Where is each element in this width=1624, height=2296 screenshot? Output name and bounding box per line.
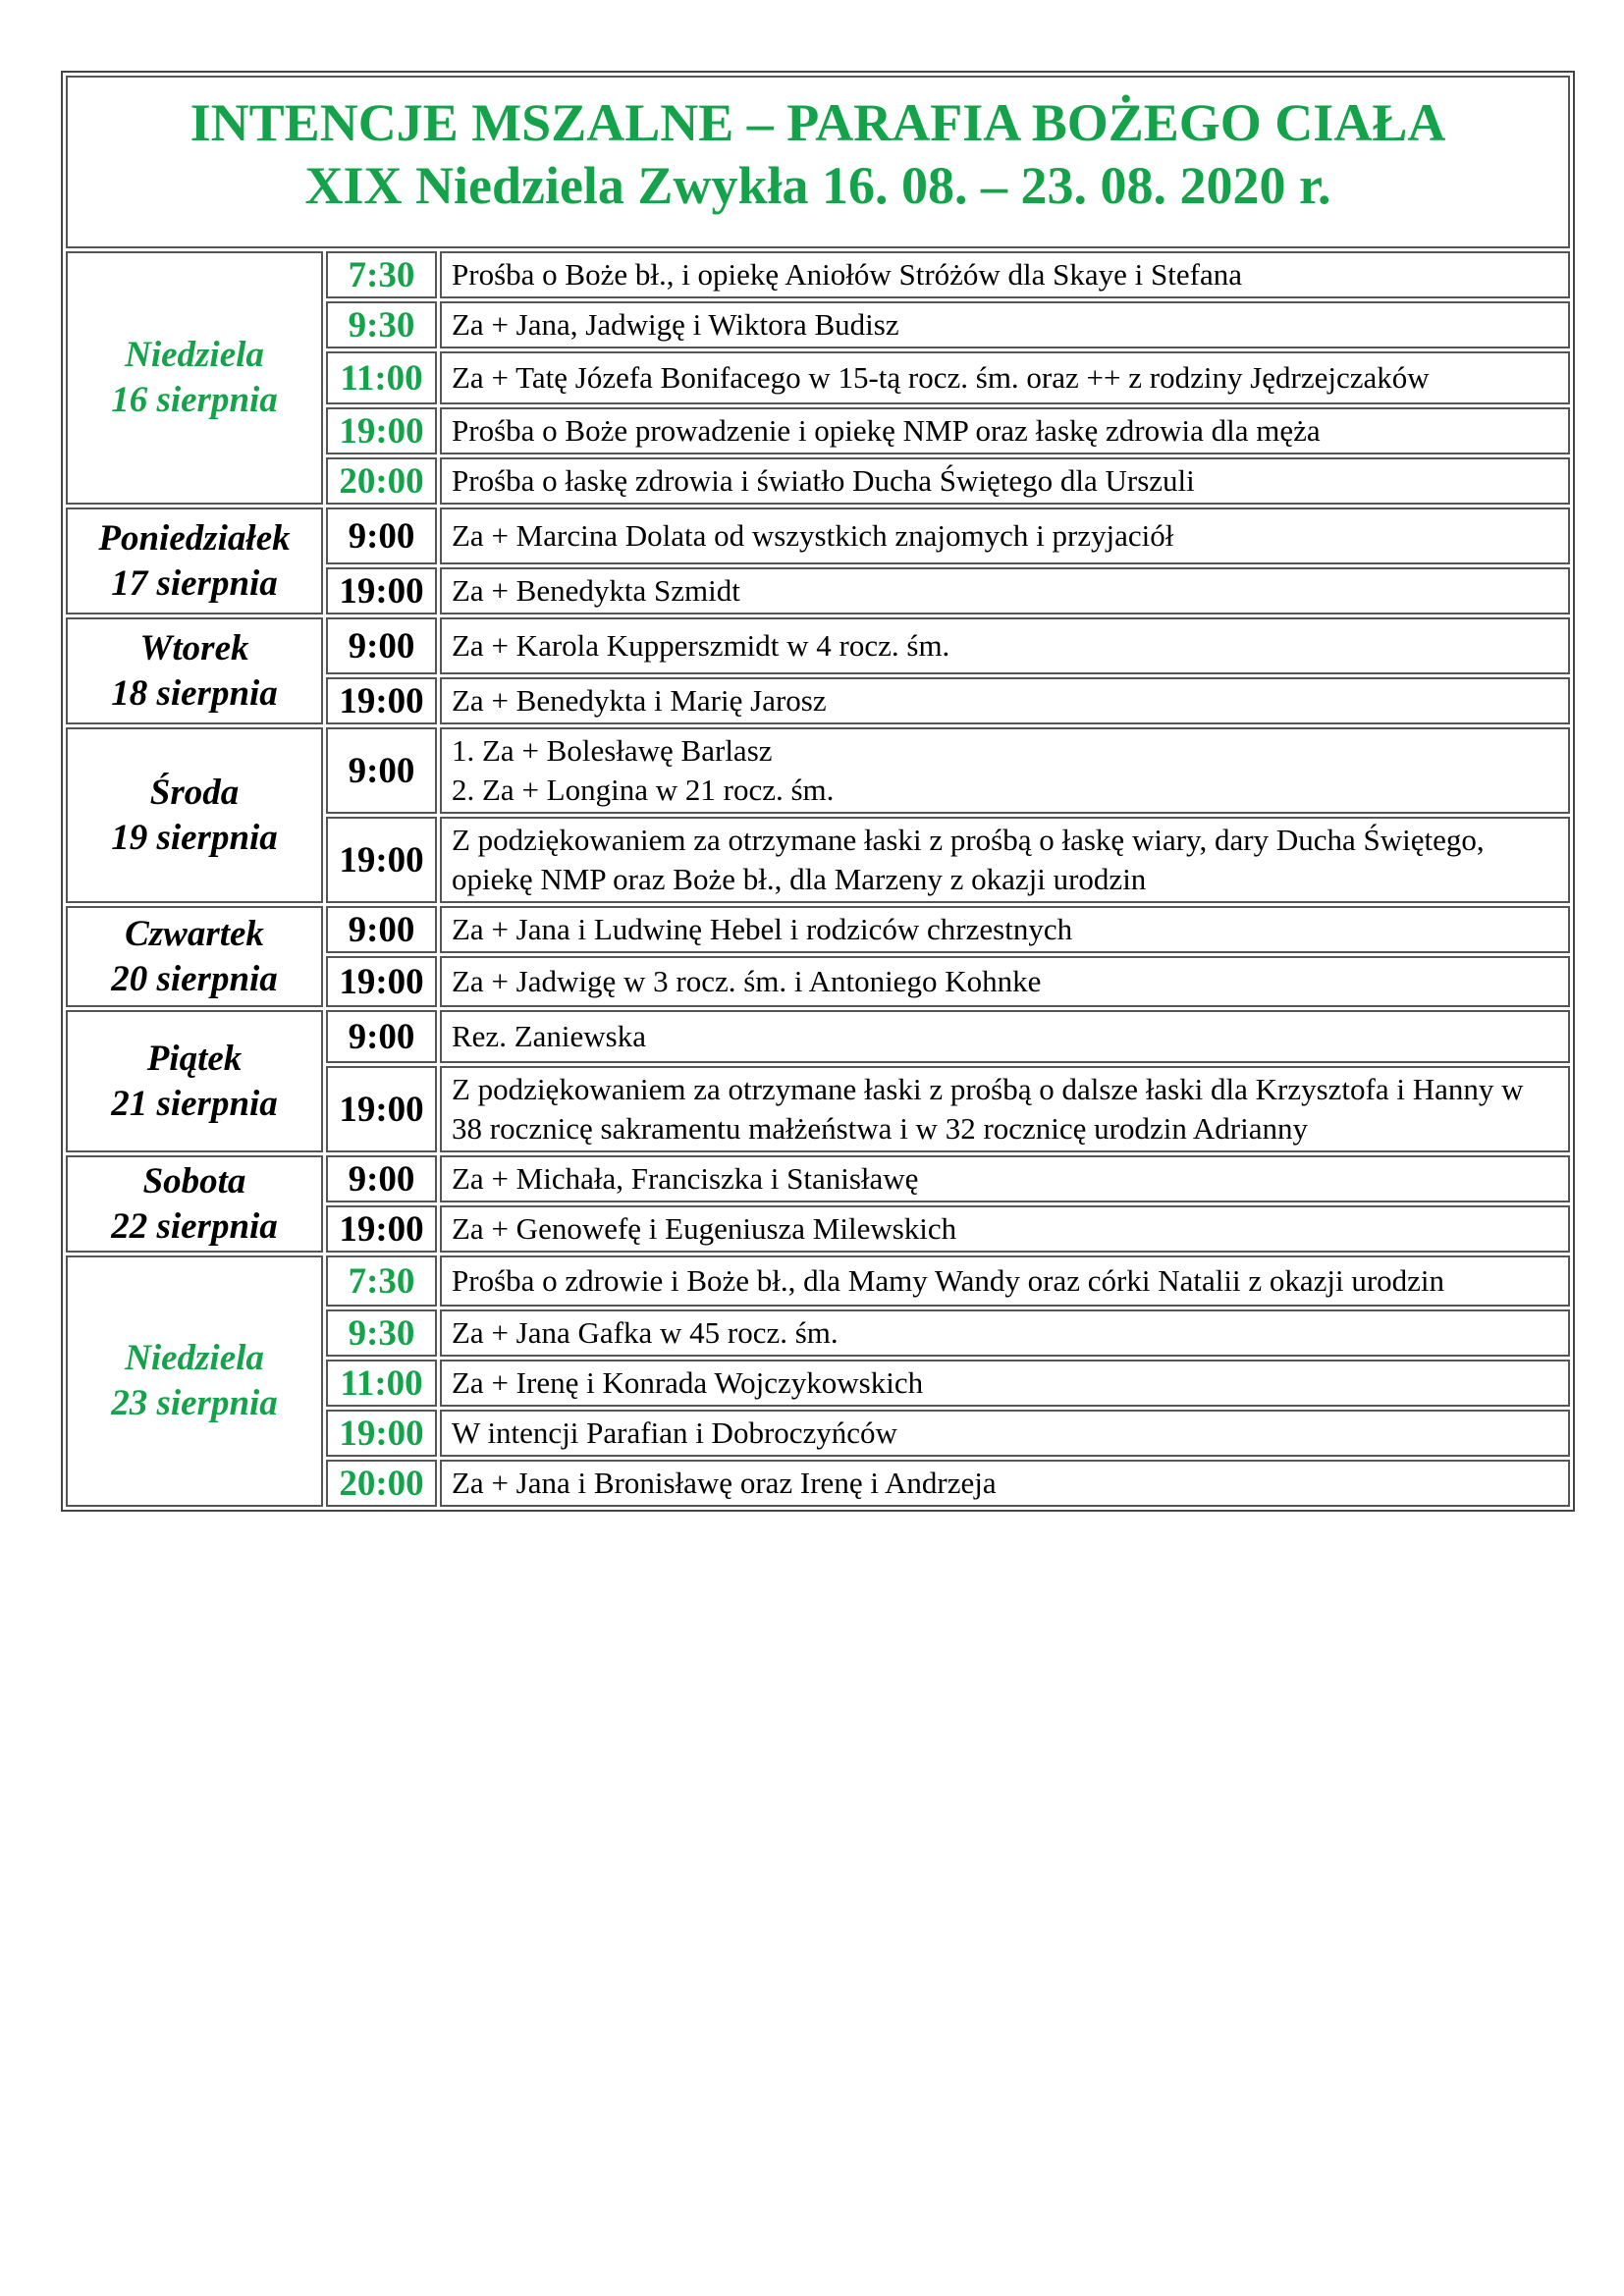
intention-row — [66, 727, 1570, 814]
intention-text: Za + Michała, Franciszka i Stanisławę — [440, 1155, 1570, 1202]
mass-time: 9:00 — [326, 1010, 437, 1063]
intention-row — [66, 617, 1570, 674]
day-name: Poniedziałek — [98, 517, 291, 559]
day-date: 19 sierpnia — [111, 817, 278, 858]
day-date: 23 sierpnia — [111, 1383, 278, 1423]
day-name: Niedziela — [125, 1338, 264, 1378]
intention-text: Za + Benedykta Szmidt — [440, 567, 1570, 614]
mass-time: 19:00 — [326, 1410, 437, 1457]
intention-text: Z podziękowaniem za otrzymane łaski z prośbą o dalsze łaski dla Krzysztofa i Hanny w 38 rocznicę sakramentu małżeństwa i w 32 rocznicę urodzin Adrianny — [440, 1066, 1570, 1152]
day-name: Piątek — [146, 1038, 243, 1079]
intention-text: 1. Za + Bolesławę Barlasz 2. Za + Longina w 21 rocz. śm. — [440, 727, 1570, 814]
day-date: 22 sierpnia — [111, 1205, 278, 1247]
mass-time: 9:30 — [326, 301, 437, 348]
mass-time: 19:00 — [326, 407, 437, 454]
intention-text: Za + Irenę i Konrada Wojczykowskich — [440, 1360, 1570, 1407]
day-cell — [66, 1155, 323, 1253]
intention-row — [66, 251, 1570, 298]
intention-row — [66, 507, 1570, 564]
mass-intentions-sheet — [61, 71, 1575, 1512]
intention-text: Za + Jadwigę w 3 rocz. śm. i Antoniego Kohnke — [440, 956, 1570, 1007]
mass-time: 7:30 — [326, 251, 437, 298]
intention-row — [66, 1010, 1570, 1063]
day-name: Środa — [149, 772, 240, 813]
mass-time: 9:00 — [326, 1155, 437, 1202]
intention-text: Za + Jana, Jadwigę i Wiktora Budisz — [440, 301, 1570, 348]
title-line-2: XIX Niedziela Zwykła 16. 08. – 23. 08. 2020 r. — [304, 156, 1331, 215]
mass-time: 19:00 — [326, 677, 437, 724]
day-cell — [66, 906, 323, 1007]
day-date: 18 sierpnia — [111, 672, 278, 714]
intention-text: Za + Jana i Bronisławę oraz Irenę i Andrzeja — [440, 1460, 1570, 1507]
mass-time: 19:00 — [326, 1066, 437, 1152]
day-cell — [66, 617, 323, 724]
day-date: 16 sierpnia — [111, 380, 278, 420]
day-name: Sobota — [142, 1160, 246, 1201]
intention-text: Za + Karola Kupperszmidt w 4 rocz. śm. — [440, 617, 1570, 674]
intention-text: Prośba o łaskę zdrowia i światło Ducha Świętego dla Urszuli — [440, 457, 1570, 505]
mass-time: 7:30 — [326, 1255, 437, 1307]
day-date: 17 sierpnia — [111, 562, 278, 604]
intention-text: Prośba o Boże prowadzenie i opiekę NMP oraz łaskę zdrowia dla męża — [440, 407, 1570, 454]
mass-time: 9:00 — [326, 906, 437, 953]
day-cell — [66, 507, 323, 614]
intention-text: Za + Marcina Dolata od wszystkich znajomych i przyjaciół — [440, 507, 1570, 564]
intention-text: Prośba o Boże bł., i opiekę Aniołów Stróżów dla Skaye i Stefana — [440, 251, 1570, 298]
intentions-table — [61, 71, 1575, 1512]
day-name: Czwartek — [125, 913, 264, 954]
intention-text: Z podziękowaniem za otrzymane łaski z prośbą o łaskę wiary, dary Ducha Świętego, opiekę NMP oraz Boże bł., dla Marzeny z okazji urodzin — [440, 817, 1570, 903]
day-date: 20 sierpnia — [111, 958, 278, 999]
intention-text: Za + Benedykta i Marię Jarosz — [440, 677, 1570, 724]
mass-time: 19:00 — [326, 817, 437, 903]
mass-time: 19:00 — [326, 567, 437, 614]
intention-text: Rez. Zaniewska — [440, 1010, 1570, 1063]
mass-time: 19:00 — [326, 1205, 437, 1253]
intention-row — [66, 906, 1570, 953]
intention-row — [66, 1255, 1570, 1307]
mass-time: 9:00 — [326, 507, 437, 564]
mass-time: 9:00 — [326, 727, 437, 814]
mass-time: 20:00 — [326, 457, 437, 505]
title-line-1: INTENCJE MSZALNE – PARAFIA BOŻEGO CIAŁA — [189, 93, 1446, 152]
mass-time: 19:00 — [326, 956, 437, 1007]
intention-text: Za + Genowefę i Eugeniusza Milewskich — [440, 1205, 1570, 1253]
day-name: Wtorek — [139, 627, 249, 668]
day-cell — [66, 1010, 323, 1152]
mass-time: 11:00 — [326, 351, 437, 404]
day-name: Niedziela — [125, 335, 264, 375]
mass-time: 11:00 — [326, 1360, 437, 1407]
intention-text: W intencji Parafian i Dobroczyńców — [440, 1410, 1570, 1457]
mass-time: 9:30 — [326, 1309, 437, 1357]
intention-text: Za + Tatę Józefa Bonifacego w 15-tą rocz. śm. oraz ++ z rodziny Jędrzejczaków — [440, 351, 1570, 404]
intention-row — [66, 1155, 1570, 1202]
page-title — [66, 76, 1570, 248]
intention-text: Za + Jana Gafka w 45 rocz. śm. — [440, 1309, 1570, 1357]
intention-text: Prośba o zdrowie i Boże bł., dla Mamy Wandy oraz córki Natalii z okazji urodzin — [440, 1255, 1570, 1307]
day-cell — [66, 1255, 323, 1507]
intention-text: Za + Jana i Ludwinę Hebel i rodziców chrzestnych — [440, 906, 1570, 953]
header-row — [66, 76, 1570, 248]
day-date: 21 sierpnia — [111, 1083, 278, 1124]
mass-time: 20:00 — [326, 1460, 437, 1507]
mass-time: 9:00 — [326, 617, 437, 674]
day-cell — [66, 727, 323, 903]
day-cell — [66, 251, 323, 505]
